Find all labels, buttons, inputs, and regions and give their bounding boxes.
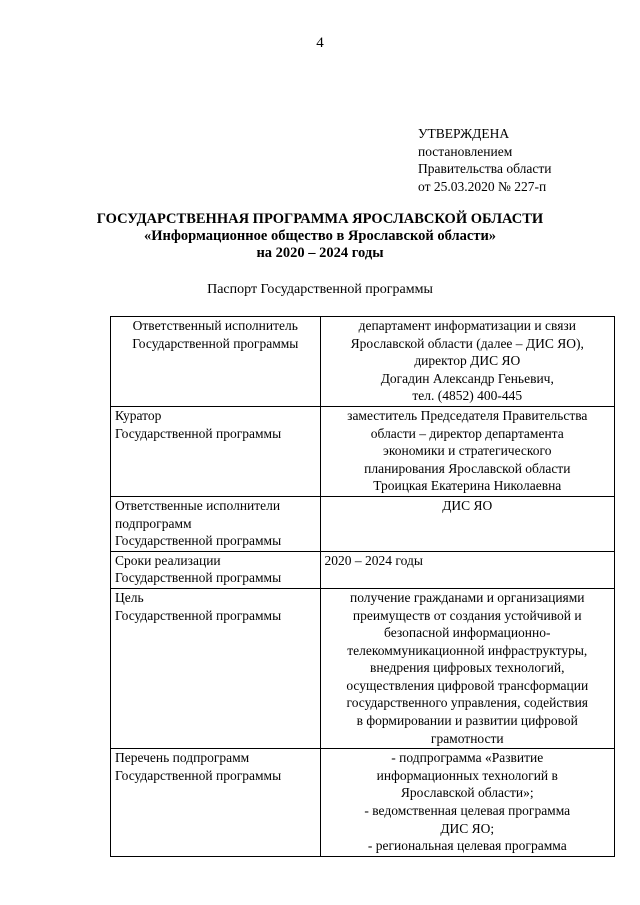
row-label-cell [111,749,321,857]
row-value-line: телекоммуникационной инфраструктуры, [347,642,588,658]
row-label-cell [111,496,321,551]
row-value-line: Троицкая Екатерина Николаевна [373,478,562,494]
row-value-line: информационных технологий в [376,767,558,783]
program-title-line: на 2020 – 2024 годы [256,245,384,261]
row-label-line: Ответственные исполнители [115,497,281,513]
row-value-line: грамотности [430,730,504,746]
table-row [111,496,615,551]
approval-line: Правительства области [418,161,552,176]
row-value-cell [320,551,614,588]
row-value-line: ДИС ЯО [442,497,493,513]
table-row [111,406,615,496]
program-title-line: ГОСУДАРСТВЕННАЯ ПРОГРАММА ЯРОСЛАВСКОЙ ОБЛАСТИ [96,211,544,227]
row-value-cell [320,317,614,407]
page-number: 4 [316,35,324,51]
row-value-line: Догадин Александр Геньевич, [380,370,554,386]
row-label-line: Цель [115,589,144,605]
row-value-line: ДИС ЯО; [440,820,495,836]
row-value-cell [320,749,614,857]
row-label-line: Государственной программы [132,335,299,351]
row-label-line: Государственной программы [115,533,282,549]
row-value-line: экономики и стратегического [383,443,552,459]
row-label-cell [111,317,321,407]
row-value-line: области – директор департамента [370,425,564,441]
row-label-line: Государственной программы [115,570,282,586]
row-value-line: - подпрограмма «Развитие [391,750,544,766]
row-label-line: Сроки реализации [115,552,221,568]
program-title-line: «Информационное общество в Ярославской области» [143,228,497,244]
row-value-line: Ярославской области (далее – ДИС ЯО), [350,335,584,351]
row-label-line: Государственной программы [115,767,282,783]
row-label-line: Государственной программы [115,607,282,623]
row-value-cell [320,588,614,748]
row-value-line: планирования Ярославской области [364,460,571,476]
row-label-line: Куратор [115,407,162,423]
row-value-line: внедрения цифровых технологий, [370,660,565,676]
row-value-line: заместитель Председателя Правительства [347,407,588,423]
row-value-line: Ярославской области»; [400,785,534,801]
row-label-line: Перечень подпрограмм [115,750,250,766]
row-value-line: 2020 – 2024 годы [324,552,423,568]
row-value-line: преимуществ от создания устойчивой и [352,607,582,623]
table-row [111,551,615,588]
approval-line: постановлением [418,143,513,159]
row-value-line: государственного управления, содействия [346,695,589,711]
passport-table [110,316,615,857]
row-value-cell [320,496,614,551]
row-label-line: Ответственный исполнитель [132,318,298,333]
row-value-line: - региональная целевая программа [367,838,567,854]
row-value-line: тел. (4852) 400-445 [412,388,523,404]
row-value-line: директор ДИС ЯО [414,353,521,369]
table-row [111,588,615,748]
table-row [111,749,615,857]
approval-line: УТВЕРЖДЕНА [418,126,510,141]
table-row [111,317,615,407]
row-label-cell [111,551,321,588]
row-label-cell [111,406,321,496]
passport-title: Паспорт Государственной программы [207,282,433,297]
row-value-line: в формировании и развитии цифровой [356,713,578,729]
row-label-line: Государственной программы [115,425,282,441]
row-value-line: получение гражданами и организациями [350,589,585,605]
row-value-line: департамент информатизации и связи [358,318,576,333]
approval-line: от 25.03.2020 № 227-п [418,178,547,194]
row-value-line: безопасной информационно- [384,625,551,641]
row-value-line: осуществления цифровой трансформации [346,677,589,693]
row-label-line: подпрограмм [115,515,192,531]
row-value-line: - ведомственная целевая программа [364,803,571,819]
row-value-cell [320,406,614,496]
row-label-cell [111,588,321,748]
